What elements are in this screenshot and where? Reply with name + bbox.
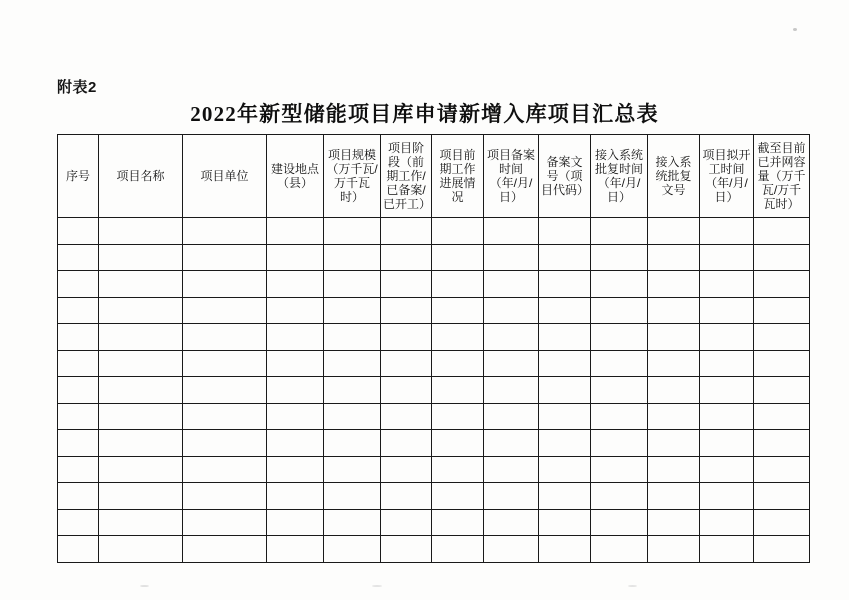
table-cell[interactable] — [700, 297, 754, 324]
table-cell[interactable] — [539, 509, 591, 536]
table-cell[interactable] — [648, 377, 700, 404]
table-cell[interactable] — [754, 244, 810, 271]
table-cell[interactable] — [58, 377, 99, 404]
column-header-filing-no — [539, 135, 591, 218]
table-cell[interactable] — [648, 324, 700, 351]
table-cell[interactable] — [324, 350, 381, 377]
table-cell[interactable] — [648, 244, 700, 271]
table-cell[interactable] — [267, 297, 324, 324]
table-body — [58, 218, 810, 563]
column-header-progress — [432, 135, 484, 218]
table-row — [58, 324, 810, 351]
table-cell[interactable] — [99, 377, 183, 404]
table-cell[interactable] — [99, 324, 183, 351]
table-cell[interactable] — [700, 218, 754, 245]
table-cell[interactable] — [324, 456, 381, 483]
table-cell[interactable] — [648, 536, 700, 563]
table-cell[interactable] — [324, 377, 381, 404]
table-cell[interactable] — [648, 271, 700, 298]
column-header-grid-reply-no — [648, 135, 700, 218]
table-cell[interactable] — [700, 483, 754, 510]
scan-speck — [372, 585, 382, 587]
table-cell[interactable] — [267, 271, 324, 298]
table-cell[interactable] — [324, 218, 381, 245]
column-header-label: 接入系统批复时间（年/月/日） — [594, 148, 643, 204]
column-header-grid-reply-time — [591, 135, 648, 218]
table-cell[interactable] — [99, 271, 183, 298]
column-header-label: 项目拟开工时间（年/月/日） — [702, 148, 751, 204]
table-cell[interactable] — [539, 377, 591, 404]
table-cell[interactable] — [591, 509, 648, 536]
table-cell[interactable] — [754, 324, 810, 351]
table-cell[interactable] — [754, 430, 810, 457]
table-cell[interactable] — [539, 403, 591, 430]
table-cell[interactable] — [700, 377, 754, 404]
table-row — [58, 456, 810, 483]
table-cell[interactable] — [267, 324, 324, 351]
table-cell[interactable] — [58, 456, 99, 483]
table-cell[interactable] — [267, 509, 324, 536]
table-cell[interactable] — [58, 324, 99, 351]
column-header-label: 截至目前已并网容量（万千瓦/万千瓦时） — [757, 141, 806, 211]
table-cell[interactable] — [591, 297, 648, 324]
table-cell[interactable] — [267, 536, 324, 563]
table-cell[interactable] — [432, 430, 484, 457]
table-cell[interactable] — [381, 350, 432, 377]
project-summary-table — [57, 134, 810, 563]
table-cell[interactable] — [432, 297, 484, 324]
table-cell[interactable] — [58, 483, 99, 510]
table-cell[interactable] — [700, 244, 754, 271]
table-cell[interactable] — [99, 430, 183, 457]
table-cell[interactable] — [648, 456, 700, 483]
column-header-label: 序号 — [65, 169, 90, 183]
table-cell[interactable] — [648, 483, 700, 510]
table-cell[interactable] — [432, 483, 484, 510]
table-cell[interactable] — [58, 430, 99, 457]
table-row — [58, 218, 810, 245]
table-cell[interactable] — [381, 324, 432, 351]
table-cell[interactable] — [267, 403, 324, 430]
table-cell[interactable] — [648, 403, 700, 430]
table-cell[interactable] — [700, 403, 754, 430]
table-cell[interactable] — [648, 297, 700, 324]
table-cell[interactable] — [381, 377, 432, 404]
table-cell[interactable] — [58, 350, 99, 377]
table-cell[interactable] — [754, 483, 810, 510]
table-cell[interactable] — [58, 244, 99, 271]
table-cell[interactable] — [183, 509, 267, 536]
table-cell[interactable] — [183, 244, 267, 271]
table-cell[interactable] — [591, 271, 648, 298]
column-header-location — [267, 135, 324, 218]
table-cell[interactable] — [591, 536, 648, 563]
table-cell[interactable] — [539, 324, 591, 351]
table-cell[interactable] — [183, 218, 267, 245]
table-cell[interactable] — [183, 456, 267, 483]
table-cell[interactable] — [484, 297, 539, 324]
table-cell[interactable] — [539, 483, 591, 510]
table-cell[interactable] — [381, 509, 432, 536]
table-cell[interactable] — [324, 297, 381, 324]
table-cell[interactable] — [700, 271, 754, 298]
table-cell[interactable] — [432, 456, 484, 483]
table-cell[interactable] — [539, 271, 591, 298]
table-cell[interactable] — [267, 483, 324, 510]
table-cell[interactable] — [324, 244, 381, 271]
column-header-scale — [324, 135, 381, 218]
table-cell[interactable] — [381, 483, 432, 510]
table-cell[interactable] — [539, 350, 591, 377]
table-cell[interactable] — [183, 430, 267, 457]
table-row — [58, 509, 810, 536]
table-cell[interactable] — [484, 218, 539, 245]
column-header-unit — [183, 135, 267, 218]
table-cell[interactable] — [432, 350, 484, 377]
table-cell[interactable] — [754, 536, 810, 563]
table-cell[interactable] — [99, 536, 183, 563]
column-header-label: 项目阶段（前期工作/已备案/已开工） — [383, 141, 432, 211]
table-cell[interactable] — [432, 403, 484, 430]
column-header-name — [99, 135, 183, 218]
table-row — [58, 403, 810, 430]
table-cell[interactable] — [484, 430, 539, 457]
column-header-label: 接入系统批复文号 — [655, 155, 692, 197]
table-cell[interactable] — [99, 509, 183, 536]
table-cell[interactable] — [432, 271, 484, 298]
table-cell[interactable] — [591, 377, 648, 404]
table-cell[interactable] — [432, 377, 484, 404]
table-cell[interactable] — [700, 509, 754, 536]
table-cell[interactable] — [99, 218, 183, 245]
table-cell[interactable] — [484, 324, 539, 351]
table-cell[interactable] — [183, 271, 267, 298]
table-cell[interactable] — [539, 456, 591, 483]
column-header-stage — [381, 135, 432, 218]
table-cell[interactable] — [267, 456, 324, 483]
table-row — [58, 350, 810, 377]
attachment-label: 附表2 — [57, 79, 97, 96]
table-cell[interactable] — [432, 244, 484, 271]
table-cell[interactable] — [183, 324, 267, 351]
table-row — [58, 271, 810, 298]
table-cell[interactable] — [381, 244, 432, 271]
table-cell[interactable] — [484, 509, 539, 536]
table-cell[interactable] — [183, 350, 267, 377]
table-cell[interactable] — [324, 324, 381, 351]
table-cell[interactable] — [591, 403, 648, 430]
table-cell[interactable] — [591, 244, 648, 271]
table-cell[interactable] — [591, 218, 648, 245]
table-cell[interactable] — [381, 297, 432, 324]
table-cell[interactable] — [58, 403, 99, 430]
table-cell[interactable] — [183, 297, 267, 324]
table-cell[interactable] — [267, 218, 324, 245]
table-cell[interactable] — [484, 536, 539, 563]
table-cell[interactable] — [754, 509, 810, 536]
table-cell[interactable] — [432, 509, 484, 536]
table-cell[interactable] — [183, 483, 267, 510]
table-cell[interactable] — [324, 271, 381, 298]
table-cell[interactable] — [754, 456, 810, 483]
table-cell[interactable] — [648, 218, 700, 245]
table-cell[interactable] — [754, 271, 810, 298]
table-cell[interactable] — [58, 271, 99, 298]
table-cell[interactable] — [484, 244, 539, 271]
table-row — [58, 377, 810, 404]
table-cell[interactable] — [539, 218, 591, 245]
table-cell[interactable] — [539, 536, 591, 563]
scan-speck — [793, 28, 797, 31]
table-cell[interactable] — [267, 377, 324, 404]
table-cell[interactable] — [484, 377, 539, 404]
table-cell[interactable] — [432, 218, 484, 245]
table-cell[interactable] — [539, 297, 591, 324]
page-title: 2022年新型储能项目库申请新增入库项目汇总表 — [190, 102, 659, 126]
table-cell[interactable] — [267, 244, 324, 271]
table-cell[interactable] — [58, 509, 99, 536]
table-cell[interactable] — [267, 430, 324, 457]
table-cell[interactable] — [539, 244, 591, 271]
table-cell[interactable] — [754, 377, 810, 404]
table-row — [58, 297, 810, 324]
table-cell[interactable] — [99, 244, 183, 271]
table-cell[interactable] — [754, 403, 810, 430]
table-cell[interactable] — [591, 350, 648, 377]
column-header-label: 项目前期工作进展情况 — [439, 148, 476, 204]
table-cell[interactable] — [700, 536, 754, 563]
table-cell[interactable] — [539, 430, 591, 457]
table-row — [58, 536, 810, 563]
table-cell[interactable] — [700, 324, 754, 351]
table-cell[interactable] — [58, 297, 99, 324]
table-row — [58, 483, 810, 510]
table-cell[interactable] — [484, 403, 539, 430]
table-cell[interactable] — [183, 377, 267, 404]
table-cell[interactable] — [99, 297, 183, 324]
table-cell[interactable] — [700, 430, 754, 457]
table-cell[interactable] — [381, 271, 432, 298]
table-cell[interactable] — [324, 509, 381, 536]
table-cell[interactable] — [381, 430, 432, 457]
scan-speck — [140, 585, 149, 587]
column-header-plan-start-time — [700, 135, 754, 218]
table-cell[interactable] — [99, 350, 183, 377]
table-cell[interactable] — [754, 350, 810, 377]
table-cell[interactable] — [648, 509, 700, 536]
table-cell[interactable] — [700, 456, 754, 483]
table-cell[interactable] — [754, 218, 810, 245]
table-cell[interactable] — [324, 430, 381, 457]
table-cell[interactable] — [432, 324, 484, 351]
table-cell[interactable] — [58, 218, 99, 245]
table-cell[interactable] — [99, 456, 183, 483]
table-cell[interactable] — [381, 218, 432, 245]
table-cell[interactable] — [99, 403, 183, 430]
table-cell[interactable] — [591, 456, 648, 483]
column-header-label: 项目单位 — [200, 169, 249, 183]
table-cell[interactable] — [381, 403, 432, 430]
table-row — [58, 430, 810, 457]
column-header-online-capacity — [754, 135, 810, 218]
column-header-label: 建设地点（县） — [270, 162, 319, 190]
table-cell[interactable] — [267, 350, 324, 377]
table-cell[interactable] — [324, 403, 381, 430]
column-header-label: 项目名称 — [116, 169, 165, 183]
scan-speck — [628, 585, 637, 587]
column-header-seq — [58, 135, 99, 218]
table-cell[interactable] — [381, 456, 432, 483]
table-cell[interactable] — [381, 536, 432, 563]
table-cell[interactable] — [58, 536, 99, 563]
table-row — [58, 244, 810, 271]
table-cell[interactable] — [754, 297, 810, 324]
table-cell[interactable] — [484, 350, 539, 377]
table-cell[interactable] — [183, 403, 267, 430]
table-cell[interactable] — [484, 483, 539, 510]
table-cell[interactable] — [648, 430, 700, 457]
column-header-label: 项目规模（万千瓦/万千瓦时） — [326, 148, 378, 204]
table-cell[interactable] — [591, 483, 648, 510]
table-header-row — [58, 135, 810, 218]
table-cell[interactable] — [700, 350, 754, 377]
table-cell[interactable] — [183, 536, 267, 563]
table-cell[interactable] — [591, 324, 648, 351]
table-cell[interactable] — [432, 536, 484, 563]
column-header-filing-time — [484, 135, 539, 218]
column-header-label: 项目备案时间（年/月/日） — [486, 148, 535, 204]
column-header-label: 备案文号（项目代码） — [541, 155, 590, 197]
table-cell[interactable] — [324, 536, 381, 563]
table-cell[interactable] — [484, 271, 539, 298]
table-cell[interactable] — [648, 350, 700, 377]
table-cell[interactable] — [484, 456, 539, 483]
table-cell[interactable] — [591, 430, 648, 457]
table-cell[interactable] — [324, 483, 381, 510]
table-cell[interactable] — [99, 483, 183, 510]
